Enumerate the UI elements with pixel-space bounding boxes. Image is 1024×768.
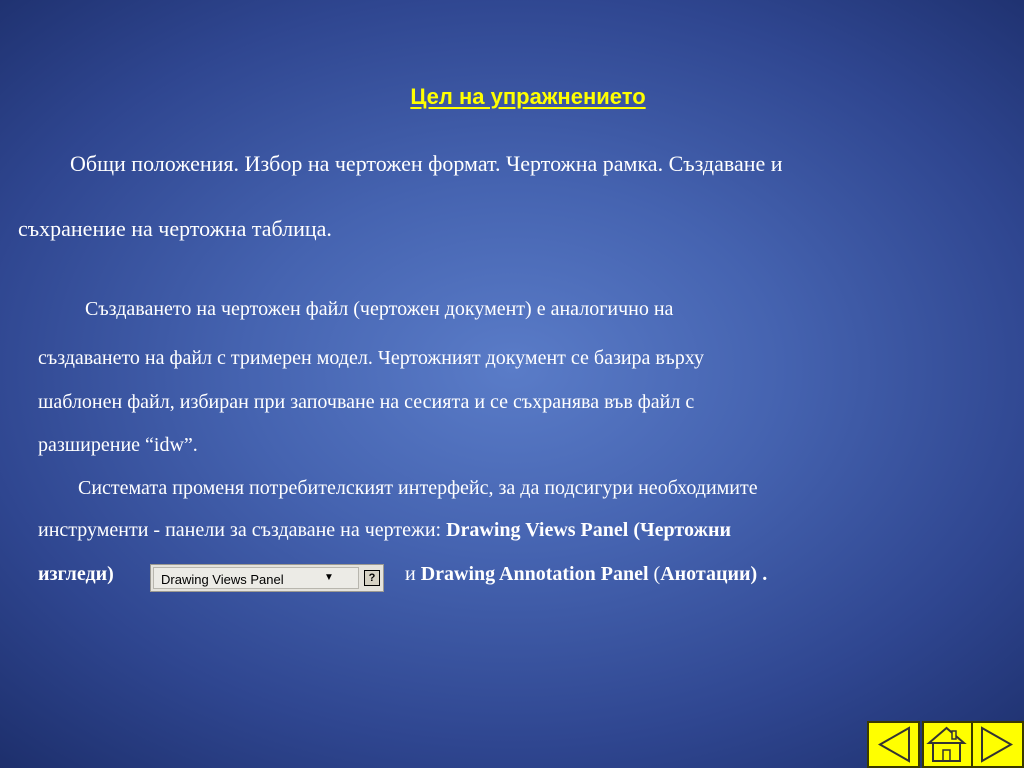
body-line-7-end — [405, 563, 767, 586]
body-line-6 — [38, 519, 731, 542]
next-slide-button[interactable] — [971, 721, 1024, 768]
body-line-4: разширение “idw”. — [38, 434, 198, 456]
body-line-5: Системата променя потребителският интерфейс, за да подсигури необходимите — [78, 477, 758, 499]
panel-dropdown-label: Drawing Views Panel — [161, 572, 284, 587]
body-line-7-annotation: Drawing Annotation Panel — [420, 563, 649, 585]
house-icon — [924, 723, 969, 766]
help-icon: ? — [364, 570, 380, 586]
body-line-2: създаването на файл с тримерен модел. Чертожният документ се базира върху — [38, 347, 704, 369]
body-line-7-and: и — [405, 563, 421, 585]
triangle-right-icon — [973, 723, 1022, 766]
drawing-views-panel-image — [150, 564, 384, 592]
intro-line-2: съхранение на чертожна таблица. — [18, 216, 332, 241]
body-line-6-bold: Drawing Views Panel (Чертожни — [446, 519, 732, 541]
body-line-7-annotations: Анотации) . — [660, 563, 768, 585]
body-line-7-start: изгледи) — [38, 563, 114, 585]
intro-line-1: Общи положения. Избор на чертожен формат. Чертожна рамка. Създаване и — [70, 151, 783, 176]
home-button[interactable] — [922, 721, 975, 768]
triangle-left-icon — [869, 723, 918, 766]
body-line-1: Създаването на чертожен файл (чертожен документ) е аналогично на — [85, 298, 674, 320]
body-line-6-plain: инструменти - панели за създаване на чертежи: — [38, 519, 447, 541]
slide-title: Цел на упражнението — [410, 84, 646, 109]
body-line-3: шаблонен файл, избиран при започване на сесията и се съхранява във файл с — [38, 391, 695, 413]
previous-slide-button[interactable] — [867, 721, 920, 768]
panel-dropdown — [153, 567, 359, 589]
chevron-down-icon: ▼ — [324, 572, 334, 583]
body-line-7-paren: ( — [648, 563, 661, 585]
